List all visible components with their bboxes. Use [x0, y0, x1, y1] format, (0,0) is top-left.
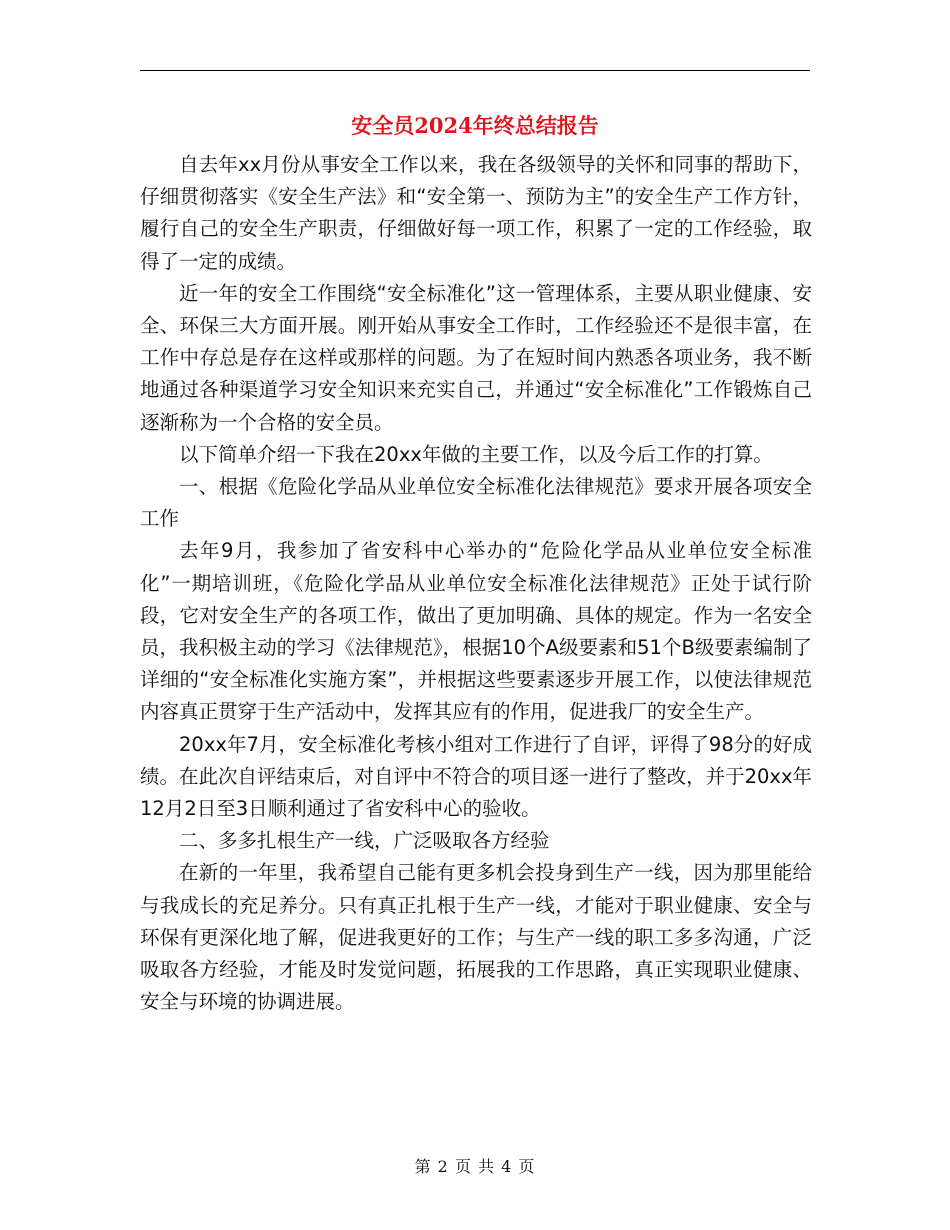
section-heading-1: 一、根据《危险化学品从业单位安全标准化法律规范》要求开展各项安全工作: [140, 475, 812, 531]
paragraph-2: 近一年的安全工作围绕“安全标准化”这一管理体系，主要从职业健康、安全、环保三大方面开展。刚开始从事安全工作时，工作经验还不是很丰富，在工作中存总是存在这样或那样的问题。为了在短时间内熟悉各项业务，我不断地通过各种渠道学习安全知识来充实自己，并通过“安全标准化”工作锻炼自己逐渐称为一个合格的安全员。: [140, 281, 812, 434]
paragraph-3: 以下简单介绍一下我在20xx年做的主要工作，以及今后工作的打算。: [179, 442, 773, 466]
paragraph-6: 在新的一年里，我希望自己能有更多机会投身到生产一线，因为那里能给与我成长的充足养分。只有真正扎根于生产一线，才能对于职业健康、安全与环保有更深化地了解，促进我更好的工作；与生产一线的职工多多沟通，广泛吸取各方经验，才能及时发觉问题，拓展我的工作思路，真正实现职业健康、安全与环境的协调进展。: [140, 861, 812, 1014]
document-body: [140, 149, 812, 1018]
paragraph-5: 20xx年7月，安全标准化考核小组对工作进行了自评，评得了98分的好成绩。在此次自评结束后，对自评中不符合的项目逐一进行了整改，并于20xx年12月2日至3日顺利通过了省安科中心的验收。: [140, 732, 812, 821]
page-number-footer: 第 2 页 共 4 页: [414, 1157, 536, 1176]
paragraph-4: 去年9月，我参加了省安科中心举办的“危险化学品从业单位安全标准化”一期培训班，《危险化学品从业单位安全标准化法律规范》正处于试行阶段，它对安全生产的各项工作，做出了更加明确、具体的规定。作为一名安全员，我积极主动的学习《法律规范》，根据10个A级要素和51个B级要素编制了详细的“安全标准化实施方案”，并根据这些要素逐步开展工作，以使法律规范内容真正贯穿于生产活动中，发挥其应有的作用，促进我厂的安全生产。: [140, 539, 812, 724]
section-heading-2: 二、多多扎根生产一线，广泛吸取各方经验: [179, 829, 550, 853]
document-title: 安全员2024年终总结报告: [351, 113, 599, 138]
header-rule: [140, 70, 810, 71]
paragraph-1: 自去年xx月份从事安全工作以来，我在各级领导的关怀和同事的帮助下，仔细贯彻落实《安全生产法》和“安全第一、预防为主”的安全生产工作方针，履行自己的安全生产职责，仔细做好每一项工作，积累了一定的工作经验，取得了一定的成绩。: [140, 153, 812, 273]
